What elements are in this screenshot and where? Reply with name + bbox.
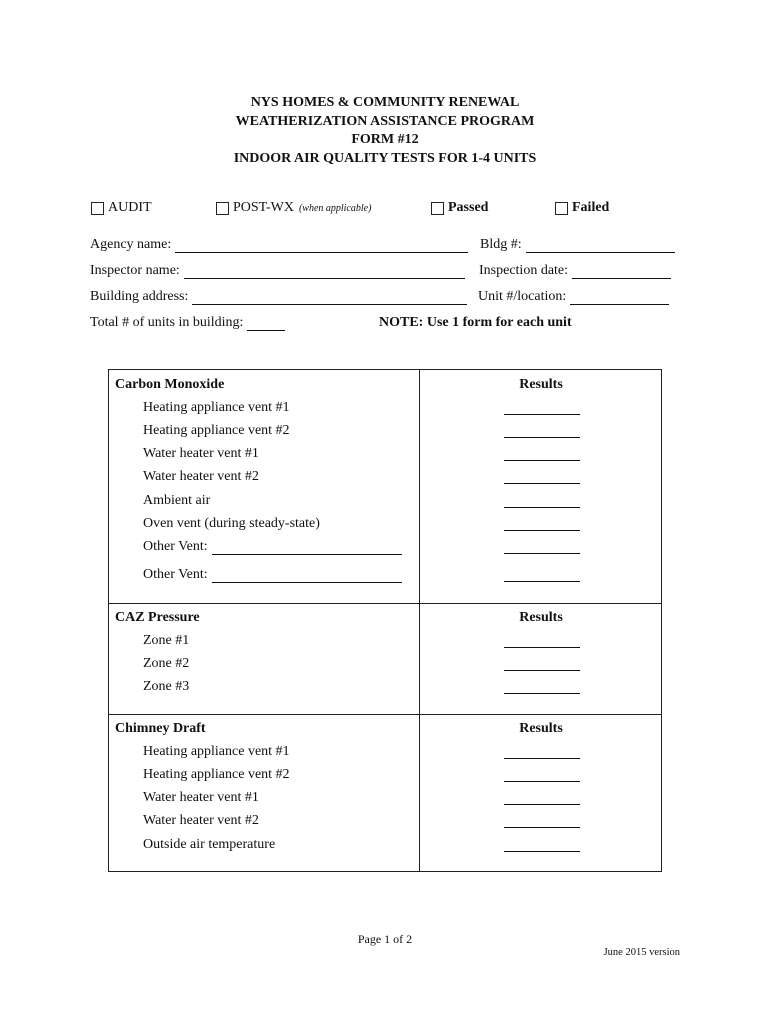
total-units-input[interactable]	[247, 316, 285, 331]
passed-option[interactable]	[431, 200, 488, 216]
agency-name-field[interactable]	[90, 237, 468, 253]
co-other-vent-label: Other Vent:	[143, 539, 208, 554]
tests-table	[108, 369, 662, 872]
inspector-name-label: Inspector name:	[90, 263, 180, 278]
result-input[interactable]	[504, 647, 580, 648]
co-item: Heating appliance vent #1	[143, 400, 290, 415]
audit-checkbox[interactable]	[91, 202, 104, 215]
co-item: Ambient air	[143, 493, 211, 508]
passed-checkbox[interactable]	[431, 202, 444, 215]
carbon-monoxide-title: Carbon Monoxide	[115, 377, 225, 392]
caz-item: Zone #3	[143, 679, 190, 694]
co-other-vent-input[interactable]	[212, 568, 402, 583]
result-input[interactable]	[504, 437, 580, 438]
chimney-item: Outside air temperature	[143, 837, 276, 852]
section-divider	[109, 714, 661, 715]
inspection-type-checkboxes	[0, 200, 770, 220]
result-input[interactable]	[504, 414, 580, 415]
co-other-vent-label: Other Vent:	[143, 567, 208, 582]
failed-option[interactable]	[555, 200, 609, 216]
total-units-field[interactable]	[90, 315, 285, 331]
co-other-vent-field[interactable]	[143, 567, 402, 583]
inspector-row	[90, 263, 682, 283]
post-wx-checkbox[interactable]	[216, 202, 229, 215]
result-input[interactable]	[504, 530, 580, 531]
building-address-field[interactable]	[90, 289, 467, 305]
total-units-label: Total # of units in building:	[90, 315, 244, 330]
page-number: Page 1 of 2	[357, 932, 413, 946]
result-input[interactable]	[504, 758, 580, 759]
result-input[interactable]	[504, 693, 580, 694]
caz-item: Zone #1	[143, 633, 190, 648]
co-item: Oven vent (during steady-state)	[143, 516, 320, 531]
agency-name-label: Agency name:	[90, 237, 172, 252]
caz-pressure-results-header: Results	[519, 610, 563, 625]
unit-location-field[interactable]	[478, 289, 669, 305]
passed-label: Passed	[448, 200, 489, 215]
co-other-vent-input[interactable]	[212, 540, 402, 555]
form-header	[0, 94, 770, 168]
post-wx-note: (when applicable)	[298, 202, 372, 214]
result-input[interactable]	[504, 553, 580, 554]
caz-item: Zone #2	[143, 656, 190, 671]
post-wx-label: POST-WX	[233, 200, 294, 215]
form-note: NOTE: Use 1 form for each unit	[379, 315, 572, 330]
carbon-monoxide-results-header: Results	[519, 377, 563, 392]
bldg-number-field[interactable]	[480, 237, 675, 253]
section-divider	[109, 603, 661, 604]
inspection-date-field[interactable]	[479, 263, 671, 279]
chimney-draft-results-header: Results	[519, 721, 563, 736]
header-program: WEATHERIZATION ASSISTANCE PROGRAM	[235, 113, 535, 129]
agency-row	[90, 237, 682, 257]
post-wx-option[interactable]	[216, 200, 371, 216]
co-other-vent-field[interactable]	[143, 539, 402, 555]
building-address-input[interactable]	[192, 290, 467, 305]
header-form-title: INDOOR AIR QUALITY TESTS FOR 1-4 UNITS	[233, 150, 537, 166]
co-item: Water heater vent #1	[143, 446, 259, 461]
result-input[interactable]	[504, 507, 580, 508]
result-input[interactable]	[504, 851, 580, 852]
failed-label: Failed	[572, 200, 610, 215]
unit-location-label: Unit #/location:	[478, 289, 567, 304]
result-input[interactable]	[504, 827, 580, 828]
chimney-draft-title: Chimney Draft	[115, 721, 206, 736]
bldg-number-label: Bldg #:	[480, 237, 522, 252]
form-version: June 2015 version	[603, 947, 680, 958]
unit-location-input[interactable]	[570, 290, 669, 305]
chimney-item: Heating appliance vent #1	[143, 744, 290, 759]
audit-option[interactable]	[91, 200, 152, 216]
header-agency: NYS HOMES & COMMUNITY RENEWAL	[250, 95, 520, 110]
address-row	[90, 289, 682, 309]
co-item: Heating appliance vent #2	[143, 423, 290, 438]
result-input[interactable]	[504, 804, 580, 805]
chimney-item: Water heater vent #1	[143, 790, 259, 805]
failed-checkbox[interactable]	[555, 202, 568, 215]
result-input[interactable]	[504, 460, 580, 461]
chimney-item: Water heater vent #2	[143, 813, 259, 828]
inspector-name-input[interactable]	[184, 264, 465, 279]
caz-pressure-title: CAZ Pressure	[115, 610, 200, 625]
result-input[interactable]	[504, 781, 580, 782]
inspection-date-input[interactable]	[572, 264, 671, 279]
co-item: Water heater vent #2	[143, 469, 259, 484]
chimney-item: Heating appliance vent #2	[143, 767, 290, 782]
units-row	[90, 315, 682, 335]
audit-label: AUDIT	[108, 200, 152, 215]
building-address-label: Building address:	[90, 289, 189, 304]
bldg-number-input[interactable]	[526, 238, 675, 253]
result-input[interactable]	[504, 483, 580, 484]
result-input[interactable]	[504, 581, 580, 582]
inspector-name-field[interactable]	[90, 263, 465, 279]
inspection-date-label: Inspection date:	[479, 263, 569, 278]
agency-name-input[interactable]	[175, 238, 468, 253]
result-input[interactable]	[504, 670, 580, 671]
header-form-number: FORM #12	[351, 132, 419, 147]
